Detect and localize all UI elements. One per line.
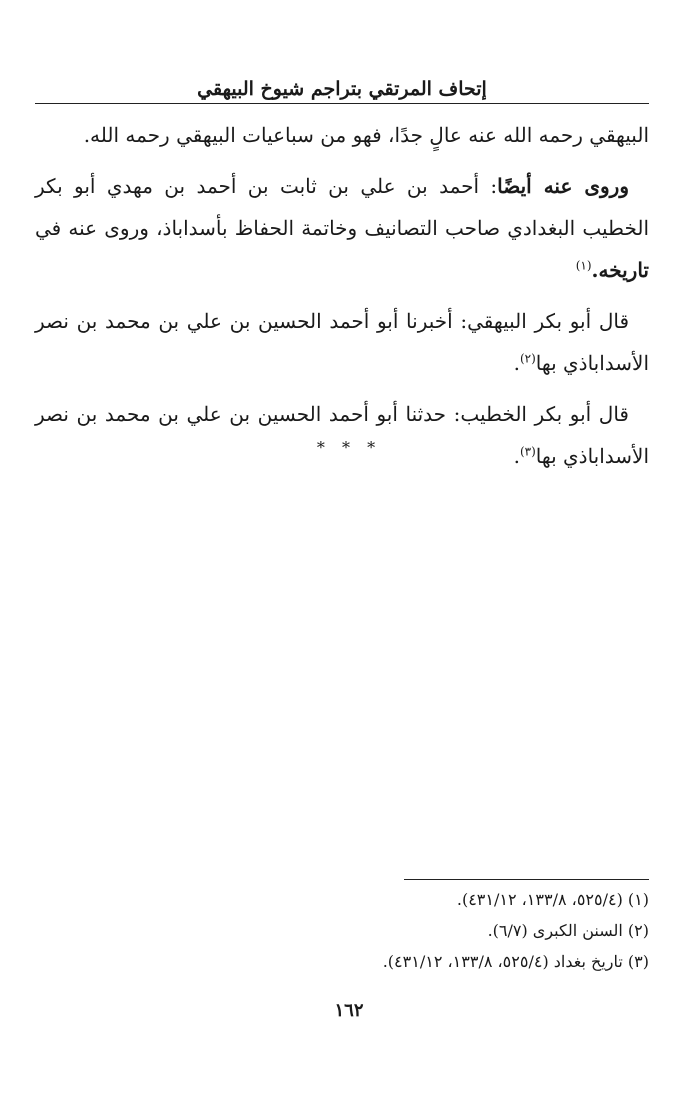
paragraph-4-text: قال أبو بكر الخطيب: حدثنا أبو أحمد الحسين بن علي بن محمد بن نصر الأسداباذي بها	[35, 402, 649, 468]
page-number: ١٦٢	[334, 1000, 364, 1021]
main-text	[35, 114, 649, 486]
footnote-3: (٣) تاريخ بغداد (٥٢٥/٤، ١٣٣/٨، ٤٣١/١٢).	[382, 952, 649, 971]
footnote-2: (٢) السنن الكبرى (٦/٧).	[487, 921, 649, 940]
paragraph-3-text: قال أبو بكر البيهقي: أخبرنا أبو أحمد الحسين بن علي بن محمد بن نصر الأسداباذي بها	[35, 309, 649, 375]
footnote-rule	[404, 879, 649, 880]
paragraph-2	[35, 165, 649, 291]
running-header: إتحاف المرتقي بتراجم شيوخ البيهقي	[197, 78, 487, 100]
paragraph-2-text: : أحمد بن علي بن ثابت بن أحمد بن مهدي أبو بكر الخطيب البغدادي صاحب التصانيف وخاتمة الحفاظ بأسداباذ، وروى عنه في	[35, 174, 649, 240]
paragraph-3	[35, 300, 649, 384]
header-rule	[35, 103, 649, 104]
paragraph-4	[35, 393, 649, 477]
footnote-ref-1: (١)	[575, 258, 592, 273]
section-separator: * * *	[316, 438, 382, 457]
footnote-ref-3: (٣)	[519, 444, 536, 459]
paragraph-1: البيهقي رحمه الله عنه عالٍ جدًا، فهو من سباعيات البيهقي رحمه الله.	[83, 123, 649, 147]
paragraph-4-end: .	[513, 444, 520, 468]
paragraph-2-bold-end: تاريخه.	[591, 258, 649, 282]
paragraph-3-end: .	[513, 351, 520, 375]
paragraph-2-lead: وروى عنه أيضًا	[497, 174, 629, 198]
footnotes	[35, 884, 649, 977]
footnote-1: (١) (٥٢٥/٤، ١٣٣/٨، ٤٣١/١٢).	[456, 890, 649, 909]
footnote-ref-2: (٢)	[519, 351, 536, 366]
